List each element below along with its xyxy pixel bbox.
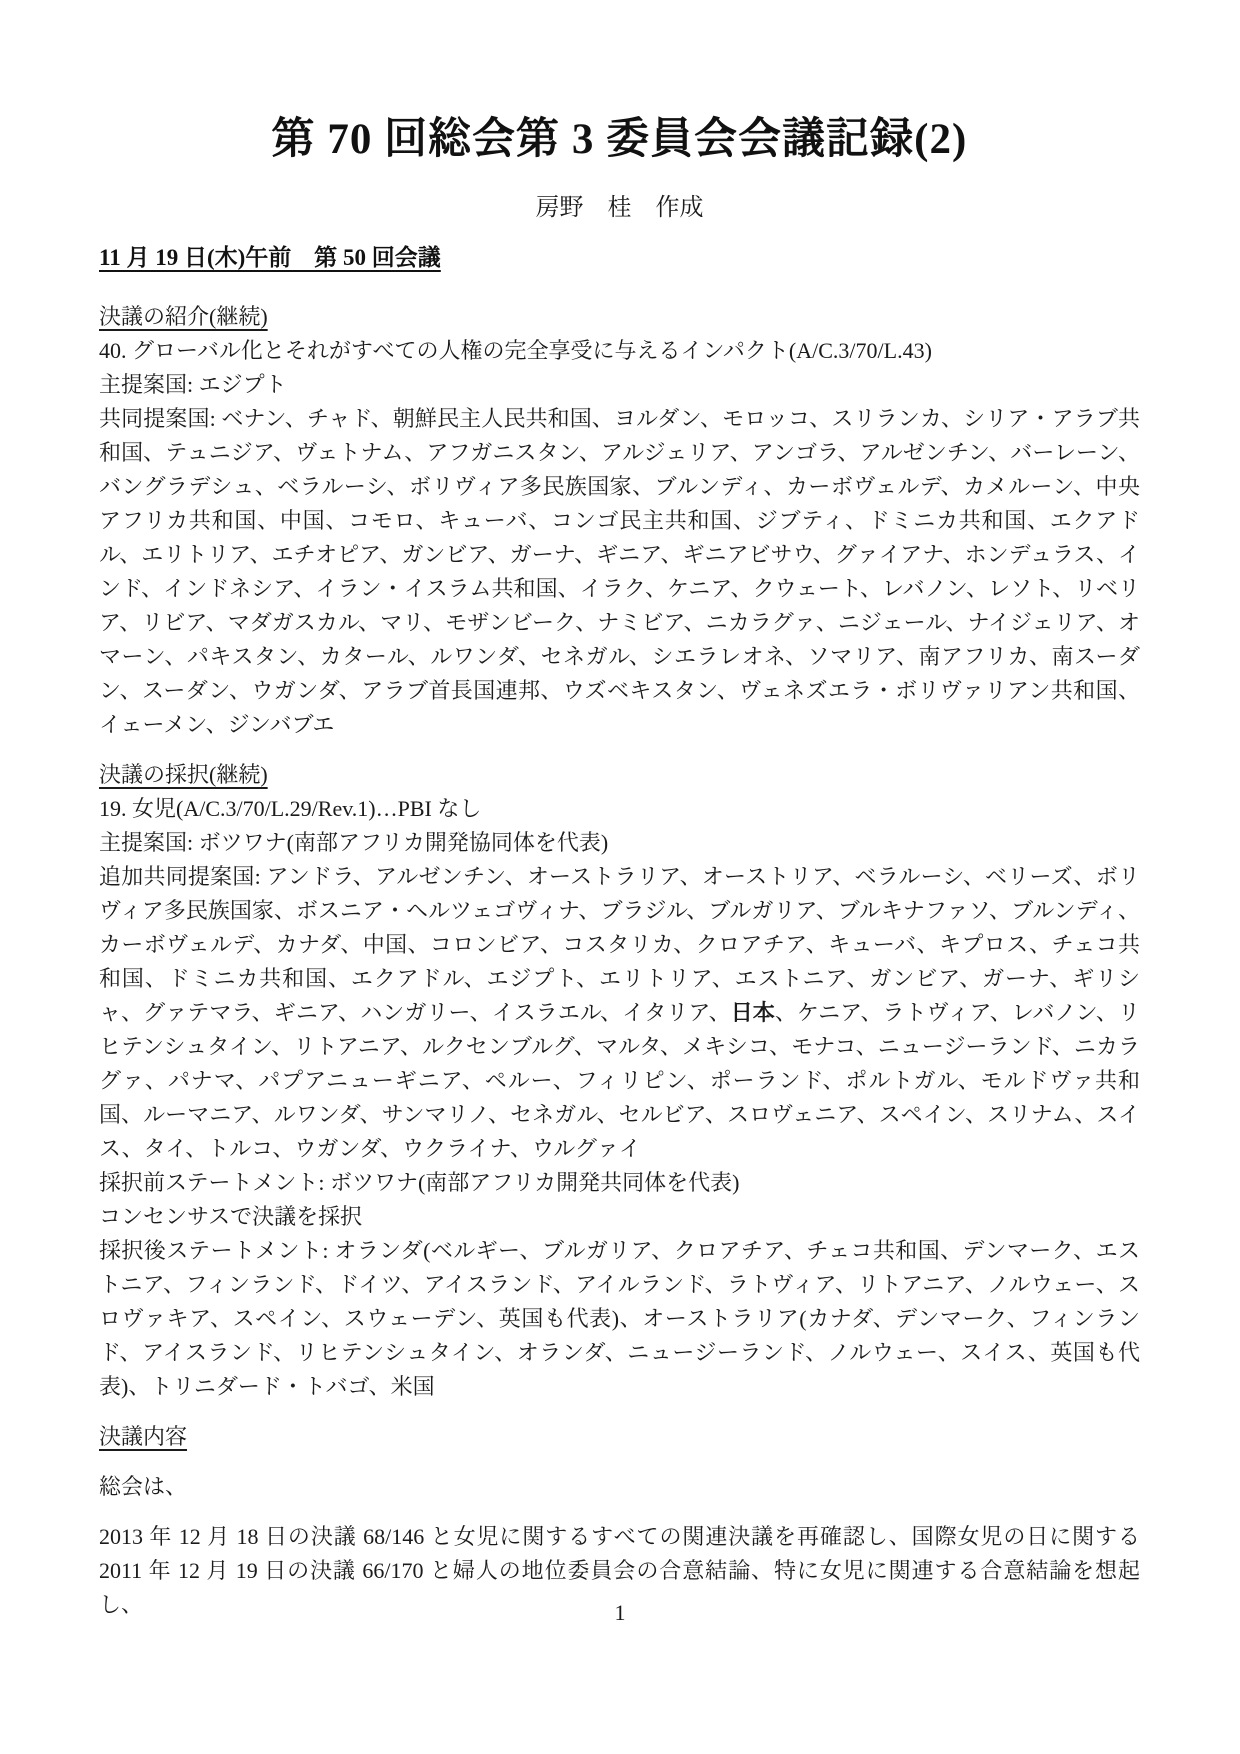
session-heading: 11 月 19 日(木)午前 第 50 回会議 (99, 244, 441, 270)
paragraph-spacer (99, 1454, 1140, 1470)
document-blocks (99, 300, 1140, 1622)
paragraph: 採択後ステートメント: オランダ(ベルギー、ブルガリア、クロアチア、チェコ共和国、デンマーク、エストニア、フィンランド、ドイツ、アイスランド、アイルランド、ラトヴィア、リトアニア、ノルウェー、スロヴァキア、スペイン、スウェーデン、英国も代表)、オーストラリア(カナダ、デンマーク、フィンランド、アイスランド、リヒテンシュタイン、オランダ、ニュージーランド、ノルウェー、スイス、英国も代表)、トリニダード・トバゴ、米国 (99, 1237, 1140, 1399)
section-heading: 決議内容 (99, 1423, 188, 1449)
paragraph: 40. グローバル化とそれがすべての人権の完全享受に与えるインパクト(A/C.3/70/L.43) (99, 337, 932, 363)
paragraph: 主提案国: ボツワナ(南部アフリカ開発協同体を代表) (99, 829, 609, 855)
paragraph-spacer (99, 1404, 1140, 1420)
paragraph-spacer (99, 1504, 1140, 1520)
paragraph-text: 、ケニア、ラトヴィア、レバノン、リヒテンシュタイン、リトアニア、ルクセンブルグ、マルタ、メキシコ、モナコ、ニュージーランド、ニカラグァ、パナマ、パプアニューギニア、ペルー、フィリピン、ポーランド、ポルトガル、モルドヴァ共和国、ルーマニア、ルワンダ、サンマリノ、セネガル、セルビア、スロヴェニア、スペイン、スリナム、スイス、タイ、トルコ、ウガンダ、ウクライナ、ウルグァイ (99, 999, 1140, 1161)
paragraph: 2013 年 12 月 18 日の決議 68/146 と女児に関するすべての関連決議を再確認し、国際女児の日に関する 2011 年 12 月 19 日の決議 66/170 と婦人の地位委員会の合意結論、特に女児に関連する合意結論を想起し、 (99, 1523, 1140, 1617)
paragraph: コンセンサスで決議を採択 (99, 1203, 363, 1229)
paragraph: 共同提案国: ベナン、チャド、朝鮮民主人民共和国、ヨルダン、モロッコ、スリランカ、シリア・アラブ共和国、テュニジア、ヴェトナム、アフガニスタン、アルジェリア、アンゴラ、アルゼンチン、バーレーン、バングラデシュ、ベラルーシ、ボリヴィア多民族国家、ブルンディ、カーボヴェルデ、カメルーン、中央アフリカ共和国、中国、コモロ、キューバ、コンゴ民主共和国、ジブティ、ドミニカ共和国、エクアドル、エリトリア、エチオピア、ガンビア、ガーナ、ギニア、ギニアビサウ、グァイアナ、ホンデュラス、インド、インドネシア、イラン・イスラム共和国、イラク、ケニア、クウェート、レバノン、レソト、リベリア、リビア、マダガスカル、マリ、モザンビーク、ナミビア、ニカラグァ、ニジェール、ナイジェリア、オマーン、パキスタン、カタール、ルワンダ、セネガル、シエラレオネ、ソマリア、南アフリカ、南スーダン、スーダン、ウガンダ、アラブ首長国連邦、ウズベキスタン、ヴェネズエラ・ボリヴァリアン共和国、イェーメン、ジンバブエ (99, 405, 1140, 737)
paragraph-text: 追加共同提案国: アンドラ、アルゼンチン、オーストラリア、オーストリア、ベラルーシ、ベリーズ、ボリヴィア多民族国家、ボスニア・ヘルツェゴヴィナ、ブラジル、ブルガリア、ブルキナファソ、ブルンディ、カーボヴェルデ、カナダ、中国、コロンビア、コスタリカ、クロアチア、キューバ、キプロス、チェコ共和国、ドミニカ共和国、エクアドル、エジプト、エリトリア、エストニア、ガンビア、ガーナ、ギリシャ、グァテマラ、ギニア、ハンガリー、イスラエル、イタリア、 (99, 863, 1140, 1025)
bold-country-name: 日本 (730, 999, 775, 1025)
paragraph: 総会は、 (99, 1473, 188, 1499)
section-heading: 決議の紹介(継続) (99, 303, 268, 329)
page-title: 第 70 回総会第 3 委員会会議記録(2) (271, 116, 968, 163)
paragraph: 主提案国: エジプト (99, 371, 287, 397)
paragraph (99, 860, 1140, 1166)
page-number: 1 (614, 1600, 626, 1625)
paragraph: 19. 女児(A/C.3/70/L.29/Rev.1)…PBI なし (99, 795, 482, 821)
paragraph-spacer (99, 742, 1140, 758)
author-line: 房野 桂 作成 (535, 194, 704, 221)
paragraph: 採択前ステートメント: ボツワナ(南部アフリカ開発共同体を代表) (99, 1169, 740, 1195)
section-heading: 決議の採択(継続) (99, 761, 268, 787)
